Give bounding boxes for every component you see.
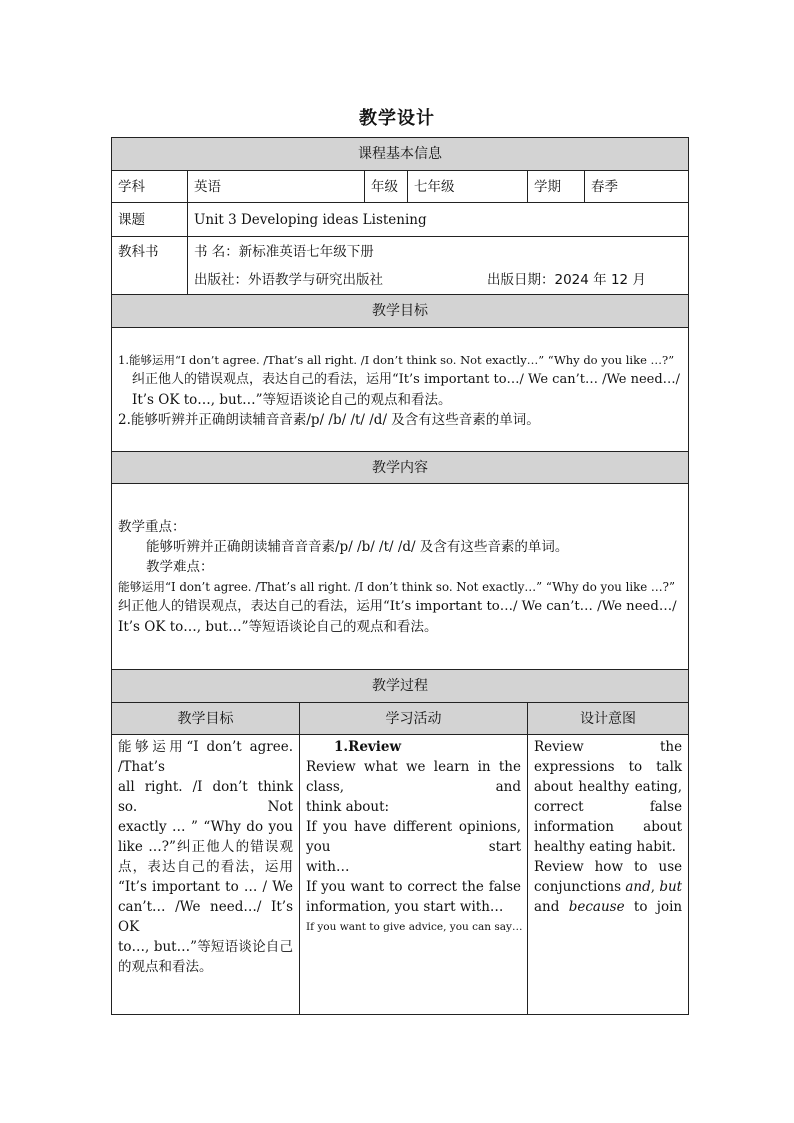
activity-line: If you want to correct the false xyxy=(306,879,521,895)
process-objective-line: 能够运用“I don’t agree. /That’s xyxy=(118,739,293,775)
intent-line: expressions to talk xyxy=(534,759,683,775)
intent-line: Review how to use xyxy=(534,859,683,875)
activity-line: Review what we learn in the class, and xyxy=(306,759,521,795)
key-point-text: 能够听辨并正确朗读辅音音音素/p/ /b/ /t/ /d/ 及含有这些音素的单词。 xyxy=(146,538,569,555)
intent-line-join xyxy=(534,897,682,917)
publisher-line xyxy=(194,266,682,294)
difficult-line-3: It’s OK to…, but…”等短语谈论自己的观点和看法。 xyxy=(118,618,438,635)
activity-line: If you have different opinions, you start xyxy=(306,819,521,855)
intent-and: and xyxy=(625,879,651,895)
process-intent-cell xyxy=(528,735,689,1015)
process-activity-cell xyxy=(300,735,528,1015)
subject-label: 学科 xyxy=(112,171,188,203)
objectives-header: 教学目标 xyxy=(112,295,689,328)
intent-text: to join xyxy=(624,899,683,915)
intent-line: correct false xyxy=(534,799,683,815)
basic-info-header: 课程基本信息 xyxy=(112,138,689,171)
intent-line: about healthy eating, xyxy=(534,779,683,795)
activity-line: If you want to give advice, you can say… xyxy=(306,921,523,933)
process-objective-line: 的观点和看法。 xyxy=(118,959,213,975)
publisher-label: 出版社： xyxy=(194,271,248,288)
intent-but: but xyxy=(659,879,683,895)
process-col-intent: 设计意图 xyxy=(528,703,689,735)
intent-text: conjunctions xyxy=(534,879,626,895)
intent-because: because xyxy=(568,899,625,915)
subject-value: 英语 xyxy=(188,171,365,203)
topic-value: Unit 3 Developing ideas Listening xyxy=(188,203,689,237)
textbook-label: 教科书 xyxy=(112,237,188,295)
lesson-plan-table xyxy=(111,137,689,1015)
book-name-label: 书 名： xyxy=(194,243,239,260)
textbook-info xyxy=(188,237,689,295)
process-objective-line: 点，表达自己的看法，运用 xyxy=(118,859,293,875)
grade-label: 年级 xyxy=(365,171,408,203)
process-col-activity: 学习活动 xyxy=(300,703,528,735)
process-objective-line: all right. /I don’t think so. Not xyxy=(118,779,293,815)
pub-date-label: 出版日期： xyxy=(487,271,555,288)
pub-date: 2024 年 12 月 xyxy=(554,271,646,288)
process-objective-line: exactly … ” “Why do you xyxy=(118,819,293,835)
process-objective-line: can’t… /We need…/ It’s OK xyxy=(118,899,293,935)
process-objective-line: “It’s important to … / We xyxy=(118,879,293,895)
difficult-line-2: 纠正他人的错误观点，表达自己的看法，运用“It’s important to…/ We can’t… /We need…/ xyxy=(118,598,677,614)
grade-value: 七年级 xyxy=(408,171,528,203)
document-title: 教学设计 xyxy=(359,108,435,129)
objective-line-3: It’s OK to…, but…”等短语谈论自己的观点和看法。 xyxy=(132,391,452,408)
intent-line: healthy eating habit. xyxy=(534,839,676,855)
process-objective-line: to…, but…”等短语谈论自己 xyxy=(118,939,293,955)
activity-line: with… xyxy=(306,859,350,875)
process-objective-cell xyxy=(112,735,300,1015)
difficult-point-label: 教学难点： xyxy=(146,558,214,575)
activity-line: think about: xyxy=(306,799,390,815)
publisher: 外语教学与研究出版社 xyxy=(248,271,383,288)
content-body xyxy=(112,484,689,670)
process-header: 教学过程 xyxy=(112,670,689,703)
process-objective-line: like …?”纠正他人的错误观 xyxy=(118,839,293,855)
activity-line: information, you start with… xyxy=(306,899,504,915)
topic-label: 课题 xyxy=(112,203,188,237)
objective-line-1: 1.能够运用“I don’t agree. /That’s all right. /I don’t think so. Not exactly…” “Why do you like …?” xyxy=(118,352,675,367)
term-label: 学期 xyxy=(528,171,585,203)
book-name: 新标准英语七年级下册 xyxy=(238,243,374,260)
objectives-body xyxy=(112,328,689,452)
intent-text: and xyxy=(534,899,569,915)
difficult-line-1: 能够运用“I don’t agree. /That’s all right. /I don’t think so. Not exactly…” “Why do you like …?” xyxy=(118,579,675,594)
content-header: 教学内容 xyxy=(112,452,689,484)
key-point-label: 教学重点： xyxy=(118,518,186,535)
activity-heading: 1.Review xyxy=(334,739,402,755)
objective-line-2: 纠正他人的错误观点，表达自己的看法，运用“It’s important to…/ We can’t… /We need…/ xyxy=(132,371,681,387)
intent-line: information about xyxy=(534,819,683,835)
intent-line-conjunctions xyxy=(534,877,682,897)
intent-line: Review the xyxy=(534,739,683,755)
term-value: 春季 xyxy=(585,171,689,203)
intent-text: , xyxy=(650,879,660,895)
process-col-objective: 教学目标 xyxy=(112,703,300,735)
book-name-line xyxy=(194,238,682,266)
objective-line-4: 2.能够听辨并正确朗读辅音音素/p/ /b/ /t/ /d/ 及含有这些音素的单词。 xyxy=(118,411,540,428)
